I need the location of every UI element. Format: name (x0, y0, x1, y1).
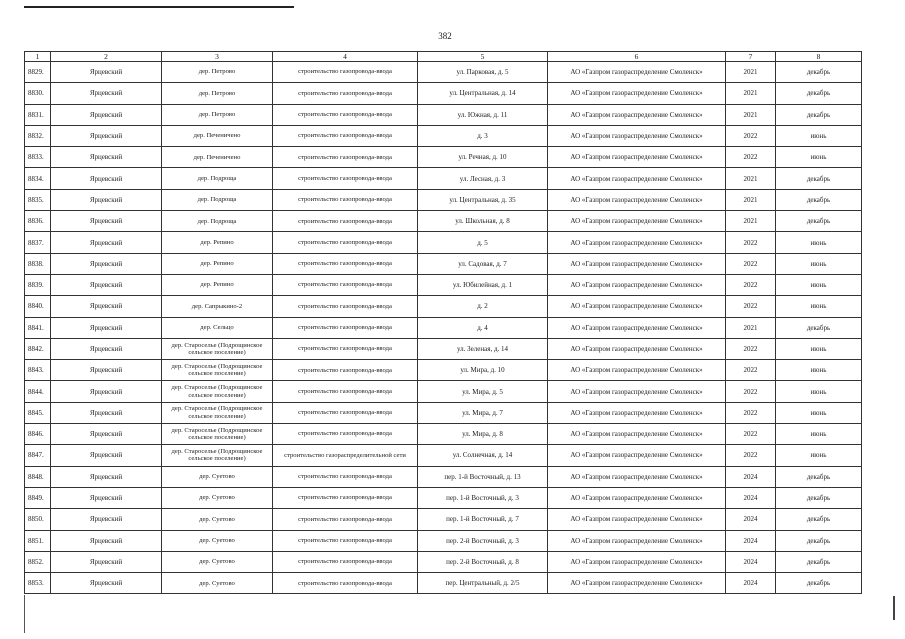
year-cell: 2022 (726, 360, 776, 381)
organization-cell: АО «Газпром газораспределение Смоленск» (548, 62, 726, 83)
settlement-cell: дер. Сельцо (162, 317, 273, 338)
row-number-cell: 8851. (25, 530, 51, 551)
month-cell: июнь (776, 125, 862, 146)
address-cell: д. 5 (418, 232, 548, 253)
row-number-cell: 8848. (25, 466, 51, 487)
row-number-cell: 8842. (25, 338, 51, 359)
district-cell: Ярцевский (51, 445, 162, 466)
address-cell: пер. 1-й Восточный, д. 13 (418, 466, 548, 487)
month-cell: июнь (776, 338, 862, 359)
work-type-cell: строительство газопровода-ввода (273, 62, 418, 83)
year-cell: 2024 (726, 487, 776, 508)
header-cell: 4 (273, 52, 418, 62)
row-number-cell: 8840. (25, 296, 51, 317)
district-cell: Ярцевский (51, 104, 162, 125)
address-cell: ул. Зеленая, д. 14 (418, 338, 548, 359)
district-cell: Ярцевский (51, 317, 162, 338)
work-type-cell: строительство газопровода-ввода (273, 232, 418, 253)
row-number-cell: 8847. (25, 445, 51, 466)
settlement-cell: дер. Подроща (162, 168, 273, 189)
month-cell: декабрь (776, 487, 862, 508)
table-body (25, 52, 862, 594)
address-cell: ул. Юбилейная, д. 1 (418, 274, 548, 295)
row-number-cell: 8844. (25, 381, 51, 402)
header-cell: 3 (162, 52, 273, 62)
address-cell: д. 3 (418, 125, 548, 146)
organization-cell: АО «Газпром газораспределение Смоленск» (548, 445, 726, 466)
table-row (25, 360, 862, 381)
page-number: 382 (438, 31, 452, 41)
month-cell: декабрь (776, 83, 862, 104)
month-cell: июнь (776, 381, 862, 402)
district-cell: Ярцевский (51, 168, 162, 189)
row-number-cell: 8849. (25, 487, 51, 508)
row-number-cell: 8837. (25, 232, 51, 253)
work-type-cell: строительство газопровода-ввода (273, 189, 418, 210)
year-cell: 2022 (726, 125, 776, 146)
organization-cell: АО «Газпром газораспределение Смоленск» (548, 83, 726, 104)
month-cell: июнь (776, 360, 862, 381)
year-cell: 2024 (726, 551, 776, 572)
month-cell: июнь (776, 424, 862, 445)
address-cell: пер. 1-й Восточный, д. 3 (418, 487, 548, 508)
row-number-cell: 8831. (25, 104, 51, 125)
month-cell: декабрь (776, 509, 862, 530)
month-cell: декабрь (776, 317, 862, 338)
top-rule (24, 6, 294, 8)
organization-cell: АО «Газпром газораспределение Смоленск» (548, 509, 726, 530)
table-row (25, 338, 862, 359)
month-cell: декабрь (776, 551, 862, 572)
district-cell: Ярцевский (51, 274, 162, 295)
year-cell: 2022 (726, 253, 776, 274)
organization-cell: АО «Газпром газораспределение Смоленск» (548, 573, 726, 594)
organization-cell: АО «Газпром газораспределение Смоленск» (548, 402, 726, 423)
organization-cell: АО «Газпром газораспределение Смоленск» (548, 530, 726, 551)
table-row (25, 125, 862, 146)
settlement-cell: дер. Староселье (Подрощинское сельское поселение) (162, 424, 273, 445)
work-type-cell: строительство газопровода-ввода (273, 125, 418, 146)
table-row (25, 232, 862, 253)
address-cell: ул. Южная, д. 11 (418, 104, 548, 125)
organization-cell: АО «Газпром газораспределение Смоленск» (548, 168, 726, 189)
work-type-cell: строительство газопровода-ввода (273, 168, 418, 189)
address-cell: ул. Мира, д. 10 (418, 360, 548, 381)
address-cell: ул. Парковая, д. 5 (418, 62, 548, 83)
district-cell: Ярцевский (51, 402, 162, 423)
district-cell: Ярцевский (51, 530, 162, 551)
settlement-cell: дер. Староселье (Подрощинское сельское поселение) (162, 360, 273, 381)
organization-cell: АО «Газпром газораспределение Смоленск» (548, 125, 726, 146)
address-cell: пер. 2-й Восточный, д. 8 (418, 551, 548, 572)
work-type-cell: строительство газопровода-ввода (273, 83, 418, 104)
settlement-cell: дер. Староселье (Подрощинское сельское поселение) (162, 338, 273, 359)
organization-cell: АО «Газпром газораспределение Смоленск» (548, 104, 726, 125)
year-cell: 2021 (726, 62, 776, 83)
settlement-cell: дер. Репино (162, 232, 273, 253)
year-cell: 2021 (726, 211, 776, 232)
table-row (25, 189, 862, 210)
year-cell: 2022 (726, 147, 776, 168)
row-number-cell: 8835. (25, 189, 51, 210)
work-type-cell: строительство газораспределительной сети (273, 445, 418, 466)
address-cell: ул. Речная, д. 10 (418, 147, 548, 168)
header-cell: 5 (418, 52, 548, 62)
organization-cell: АО «Газпром газораспределение Смоленск» (548, 360, 726, 381)
table-row (25, 530, 862, 551)
work-type-cell: строительство газопровода-ввода (273, 551, 418, 572)
month-cell: декабрь (776, 104, 862, 125)
table-row (25, 445, 862, 466)
header-row (25, 52, 862, 62)
year-cell: 2024 (726, 573, 776, 594)
work-type-cell: строительство газопровода-ввода (273, 211, 418, 232)
organization-cell: АО «Газпром газораспределение Смоленск» (548, 189, 726, 210)
settlement-cell: дер. Суетово (162, 487, 273, 508)
organization-cell: АО «Газпром газораспределение Смоленск» (548, 424, 726, 445)
row-number-cell: 8833. (25, 147, 51, 168)
row-number-cell: 8843. (25, 360, 51, 381)
year-cell: 2022 (726, 296, 776, 317)
table-row (25, 274, 862, 295)
work-type-cell: строительство газопровода-ввода (273, 466, 418, 487)
row-number-cell: 8850. (25, 509, 51, 530)
work-type-cell: строительство газопровода-ввода (273, 338, 418, 359)
table-row (25, 573, 862, 594)
month-cell: декабрь (776, 530, 862, 551)
row-number-cell: 8845. (25, 402, 51, 423)
month-cell: июнь (776, 445, 862, 466)
organization-cell: АО «Газпром газораспределение Смоленск» (548, 317, 726, 338)
year-cell: 2021 (726, 83, 776, 104)
settlement-cell: дер. Петрово (162, 62, 273, 83)
work-type-cell: строительство газопровода-ввода (273, 573, 418, 594)
address-cell: д. 4 (418, 317, 548, 338)
organization-cell: АО «Газпром газораспределение Смоленск» (548, 296, 726, 317)
year-cell: 2024 (726, 530, 776, 551)
district-cell: Ярцевский (51, 381, 162, 402)
row-number-cell: 8841. (25, 317, 51, 338)
year-cell: 2021 (726, 104, 776, 125)
organization-cell: АО «Газпром газораспределение Смоленск» (548, 466, 726, 487)
district-cell: Ярцевский (51, 211, 162, 232)
table-row (25, 253, 862, 274)
district-cell: Ярцевский (51, 296, 162, 317)
settlement-cell: дер. Староселье (Подрощинское сельское поселение) (162, 381, 273, 402)
table-row (25, 147, 862, 168)
year-cell: 2022 (726, 338, 776, 359)
address-cell: ул. Мира, д. 5 (418, 381, 548, 402)
year-cell: 2024 (726, 466, 776, 487)
organization-cell: АО «Газпром газораспределение Смоленск» (548, 381, 726, 402)
row-number-cell: 8829. (25, 62, 51, 83)
table-row (25, 509, 862, 530)
work-type-cell: строительство газопровода-ввода (273, 424, 418, 445)
table-row (25, 317, 862, 338)
year-cell: 2021 (726, 189, 776, 210)
address-cell: пер. 1-й Восточный, д. 7 (418, 509, 548, 530)
month-cell: декабрь (776, 168, 862, 189)
district-cell: Ярцевский (51, 424, 162, 445)
header-cell: 1 (25, 52, 51, 62)
month-cell: июнь (776, 232, 862, 253)
settlement-cell: дер. Печеничено (162, 147, 273, 168)
settlement-cell: дер. Староселье (Подрощинское сельское поселение) (162, 445, 273, 466)
row-number-cell: 8830. (25, 83, 51, 104)
settlement-cell: дер. Суетово (162, 573, 273, 594)
settlement-cell: дер. Петрово (162, 104, 273, 125)
row-number-cell: 8838. (25, 253, 51, 274)
district-cell: Ярцевский (51, 83, 162, 104)
table-row (25, 104, 862, 125)
row-number-cell: 8853. (25, 573, 51, 594)
district-cell: Ярцевский (51, 253, 162, 274)
month-cell: декабрь (776, 573, 862, 594)
district-cell: Ярцевский (51, 573, 162, 594)
year-cell: 2022 (726, 424, 776, 445)
table-row (25, 466, 862, 487)
work-type-cell: строительство газопровода-ввода (273, 147, 418, 168)
year-cell: 2024 (726, 509, 776, 530)
year-cell: 2022 (726, 402, 776, 423)
table-row (25, 487, 862, 508)
address-cell: ул. Солнечная, д. 14 (418, 445, 548, 466)
month-cell: декабрь (776, 62, 862, 83)
settlement-cell: дер. Репино (162, 253, 273, 274)
district-cell: Ярцевский (51, 125, 162, 146)
settlement-cell: дер. Сапрыкино-2 (162, 296, 273, 317)
row-number-cell: 8839. (25, 274, 51, 295)
work-type-cell: строительство газопровода-ввода (273, 104, 418, 125)
table-row (25, 402, 862, 423)
work-type-cell: строительство газопровода-ввода (273, 296, 418, 317)
settlement-cell: дер. Суетово (162, 509, 273, 530)
year-cell: 2021 (726, 168, 776, 189)
table-row (25, 168, 862, 189)
table-row (25, 62, 862, 83)
month-cell: июнь (776, 296, 862, 317)
work-type-cell: строительство газопровода-ввода (273, 360, 418, 381)
settlement-cell: дер. Репино (162, 274, 273, 295)
district-cell: Ярцевский (51, 62, 162, 83)
district-cell: Ярцевский (51, 147, 162, 168)
table-row (25, 211, 862, 232)
work-type-cell: строительство газопровода-ввода (273, 509, 418, 530)
organization-cell: АО «Газпром газораспределение Смоленск» (548, 274, 726, 295)
district-cell: Ярцевский (51, 189, 162, 210)
organization-cell: АО «Газпром газораспределение Смоленск» (548, 551, 726, 572)
left-margin-line (24, 595, 25, 633)
organization-cell: АО «Газпром газораспределение Смоленск» (548, 211, 726, 232)
organization-cell: АО «Газпром газораспределение Смоленск» (548, 253, 726, 274)
month-cell: июнь (776, 253, 862, 274)
settlement-cell: дер. Подроща (162, 189, 273, 210)
header-cell: 8 (776, 52, 862, 62)
month-cell: июнь (776, 147, 862, 168)
address-cell: ул. Мира, д. 7 (418, 402, 548, 423)
address-cell: ул. Центральная, д. 35 (418, 189, 548, 210)
settlement-cell: дер. Староселье (Подрощинское сельское поселение) (162, 402, 273, 423)
organization-cell: АО «Газпром газораспределение Смоленск» (548, 232, 726, 253)
row-number-cell: 8832. (25, 125, 51, 146)
organization-cell: АО «Газпром газораспределение Смоленск» (548, 147, 726, 168)
district-cell: Ярцевский (51, 551, 162, 572)
work-type-cell: строительство газопровода-ввода (273, 253, 418, 274)
year-cell: 2021 (726, 317, 776, 338)
header-cell: 6 (548, 52, 726, 62)
month-cell: декабрь (776, 466, 862, 487)
registry-table (24, 51, 862, 594)
organization-cell: АО «Газпром газораспределение Смоленск» (548, 487, 726, 508)
header-cell: 2 (51, 52, 162, 62)
table-row (25, 83, 862, 104)
month-cell: июнь (776, 274, 862, 295)
row-number-cell: 8846. (25, 424, 51, 445)
work-type-cell: строительство газопровода-ввода (273, 402, 418, 423)
organization-cell: АО «Газпром газораспределение Смоленск» (548, 338, 726, 359)
row-number-cell: 8834. (25, 168, 51, 189)
district-cell: Ярцевский (51, 487, 162, 508)
settlement-cell: дер. Печеничено (162, 125, 273, 146)
work-type-cell: строительство газопровода-ввода (273, 317, 418, 338)
year-cell: 2022 (726, 232, 776, 253)
address-cell: пер. 2-й Восточный, д. 3 (418, 530, 548, 551)
district-cell: Ярцевский (51, 232, 162, 253)
district-cell: Ярцевский (51, 360, 162, 381)
address-cell: ул. Мира, д. 8 (418, 424, 548, 445)
table-row (25, 296, 862, 317)
header-cell: 7 (726, 52, 776, 62)
table-row (25, 551, 862, 572)
year-cell: 2022 (726, 445, 776, 466)
work-type-cell: строительство газопровода-ввода (273, 487, 418, 508)
address-cell: ул. Школьная, д. 8 (418, 211, 548, 232)
district-cell: Ярцевский (51, 509, 162, 530)
work-type-cell: строительство газопровода-ввода (273, 274, 418, 295)
settlement-cell: дер. Суетово (162, 551, 273, 572)
right-margin-line (893, 596, 895, 620)
settlement-cell: дер. Подроща (162, 211, 273, 232)
row-number-cell: 8852. (25, 551, 51, 572)
month-cell: декабрь (776, 211, 862, 232)
address-cell: ул. Лесная, д. 3 (418, 168, 548, 189)
district-cell: Ярцевский (51, 466, 162, 487)
table-row (25, 424, 862, 445)
settlement-cell: дер. Суетово (162, 530, 273, 551)
district-cell: Ярцевский (51, 338, 162, 359)
year-cell: 2022 (726, 274, 776, 295)
work-type-cell: строительство газопровода-ввода (273, 530, 418, 551)
settlement-cell: дер. Петрово (162, 83, 273, 104)
address-cell: пер. Центральный, д. 2/5 (418, 573, 548, 594)
row-number-cell: 8836. (25, 211, 51, 232)
work-type-cell: строительство газопровода-ввода (273, 381, 418, 402)
year-cell: 2022 (726, 381, 776, 402)
address-cell: ул. Центральная, д. 14 (418, 83, 548, 104)
month-cell: июнь (776, 402, 862, 423)
month-cell: декабрь (776, 189, 862, 210)
address-cell: ул. Садовая, д. 7 (418, 253, 548, 274)
table-row (25, 381, 862, 402)
address-cell: д. 2 (418, 296, 548, 317)
settlement-cell: дер. Суетово (162, 466, 273, 487)
